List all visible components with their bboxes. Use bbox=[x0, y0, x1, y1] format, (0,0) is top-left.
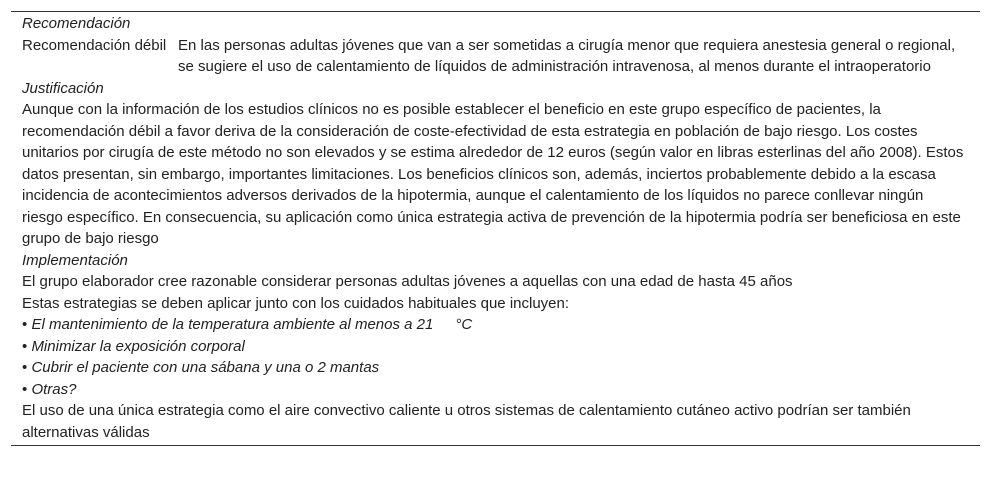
bullet-symbol: • bbox=[22, 380, 28, 398]
recommendation-table bbox=[11, 11, 980, 446]
bullet-symbol: • bbox=[22, 359, 28, 376]
justification-paragraph: Aunque con la información de los estudios clínicos no es posible establecer el beneficio en este grupo específico de pacientes, la recomendación débil a favor deriva de la consideración de coste-efectividad de esta estrategia en población de bajo riesgo. Los costes unitarios por cirugía de este método no son elevados y se estima alrededor de 12 euros (según valor en libras esterlinas del año 2008). Estos datos presentan, sin embargo, importantes limitaciones. Los beneficios clínicos son, además, inciertos probablemente debido a la escasa incidencia de acontecimientos adversos derivados de la hipotermia, aunque el calentamiento de los líquidos no parece conllevar ningún riesgo específico. En consecuencia, su aplicación como única estrategia activa de prevención de la hipotermia podría ser beneficiosa en este grupo de bajo riesgo bbox=[22, 101, 964, 247]
list-item-exposure bbox=[11, 336, 980, 358]
list-item-text: El mantenimiento de la temperatura ambiente al menos a 21 bbox=[31, 316, 434, 333]
list-item-text: Minimizar la exposición corporal bbox=[31, 337, 245, 355]
heading-implementacion: Implementación bbox=[22, 251, 128, 269]
heading-recomendacion: Recomendación bbox=[22, 15, 131, 32]
recommendation-strength-label: Recomendación débil bbox=[22, 36, 167, 54]
implementation-age-note: El grupo elaborador cree razonable considerar personas adultas jóvenes a aquellas con una edad de hasta 45 años bbox=[22, 273, 793, 290]
recommendation-text: En las personas adultas jóvenes que van a ser sometidas a cirugía menor que requiera anestesia general o regional, se sugiere el uso de calentamiento de líquidos de administración intravenosa, al menos durante el intraoperatorio bbox=[178, 36, 956, 75]
bullet-symbol: • bbox=[22, 337, 28, 355]
list-item-text: Cubrir el paciente con una sábana y una o 2 mantas bbox=[31, 359, 380, 376]
bullet-symbol: • bbox=[22, 316, 28, 333]
list-item-cover bbox=[11, 357, 980, 379]
list-item-temperature bbox=[11, 314, 980, 336]
recommendation-row bbox=[11, 35, 980, 78]
list-item-text: Otras? bbox=[31, 380, 77, 398]
list-item-others bbox=[11, 379, 980, 401]
implementation-closing: El uso de una única estrategia como el aire convectivo caliente u otros sistemas de calentamiento cutáneo activo podrían ser también alternativas válidas bbox=[22, 402, 911, 441]
implementation-intro: Estas estrategias se deben aplicar junto con los cuidados habituales que incluyen: bbox=[22, 294, 570, 312]
heading-justificacion: Justificación bbox=[22, 79, 104, 97]
temperature-unit: °C bbox=[455, 316, 473, 333]
